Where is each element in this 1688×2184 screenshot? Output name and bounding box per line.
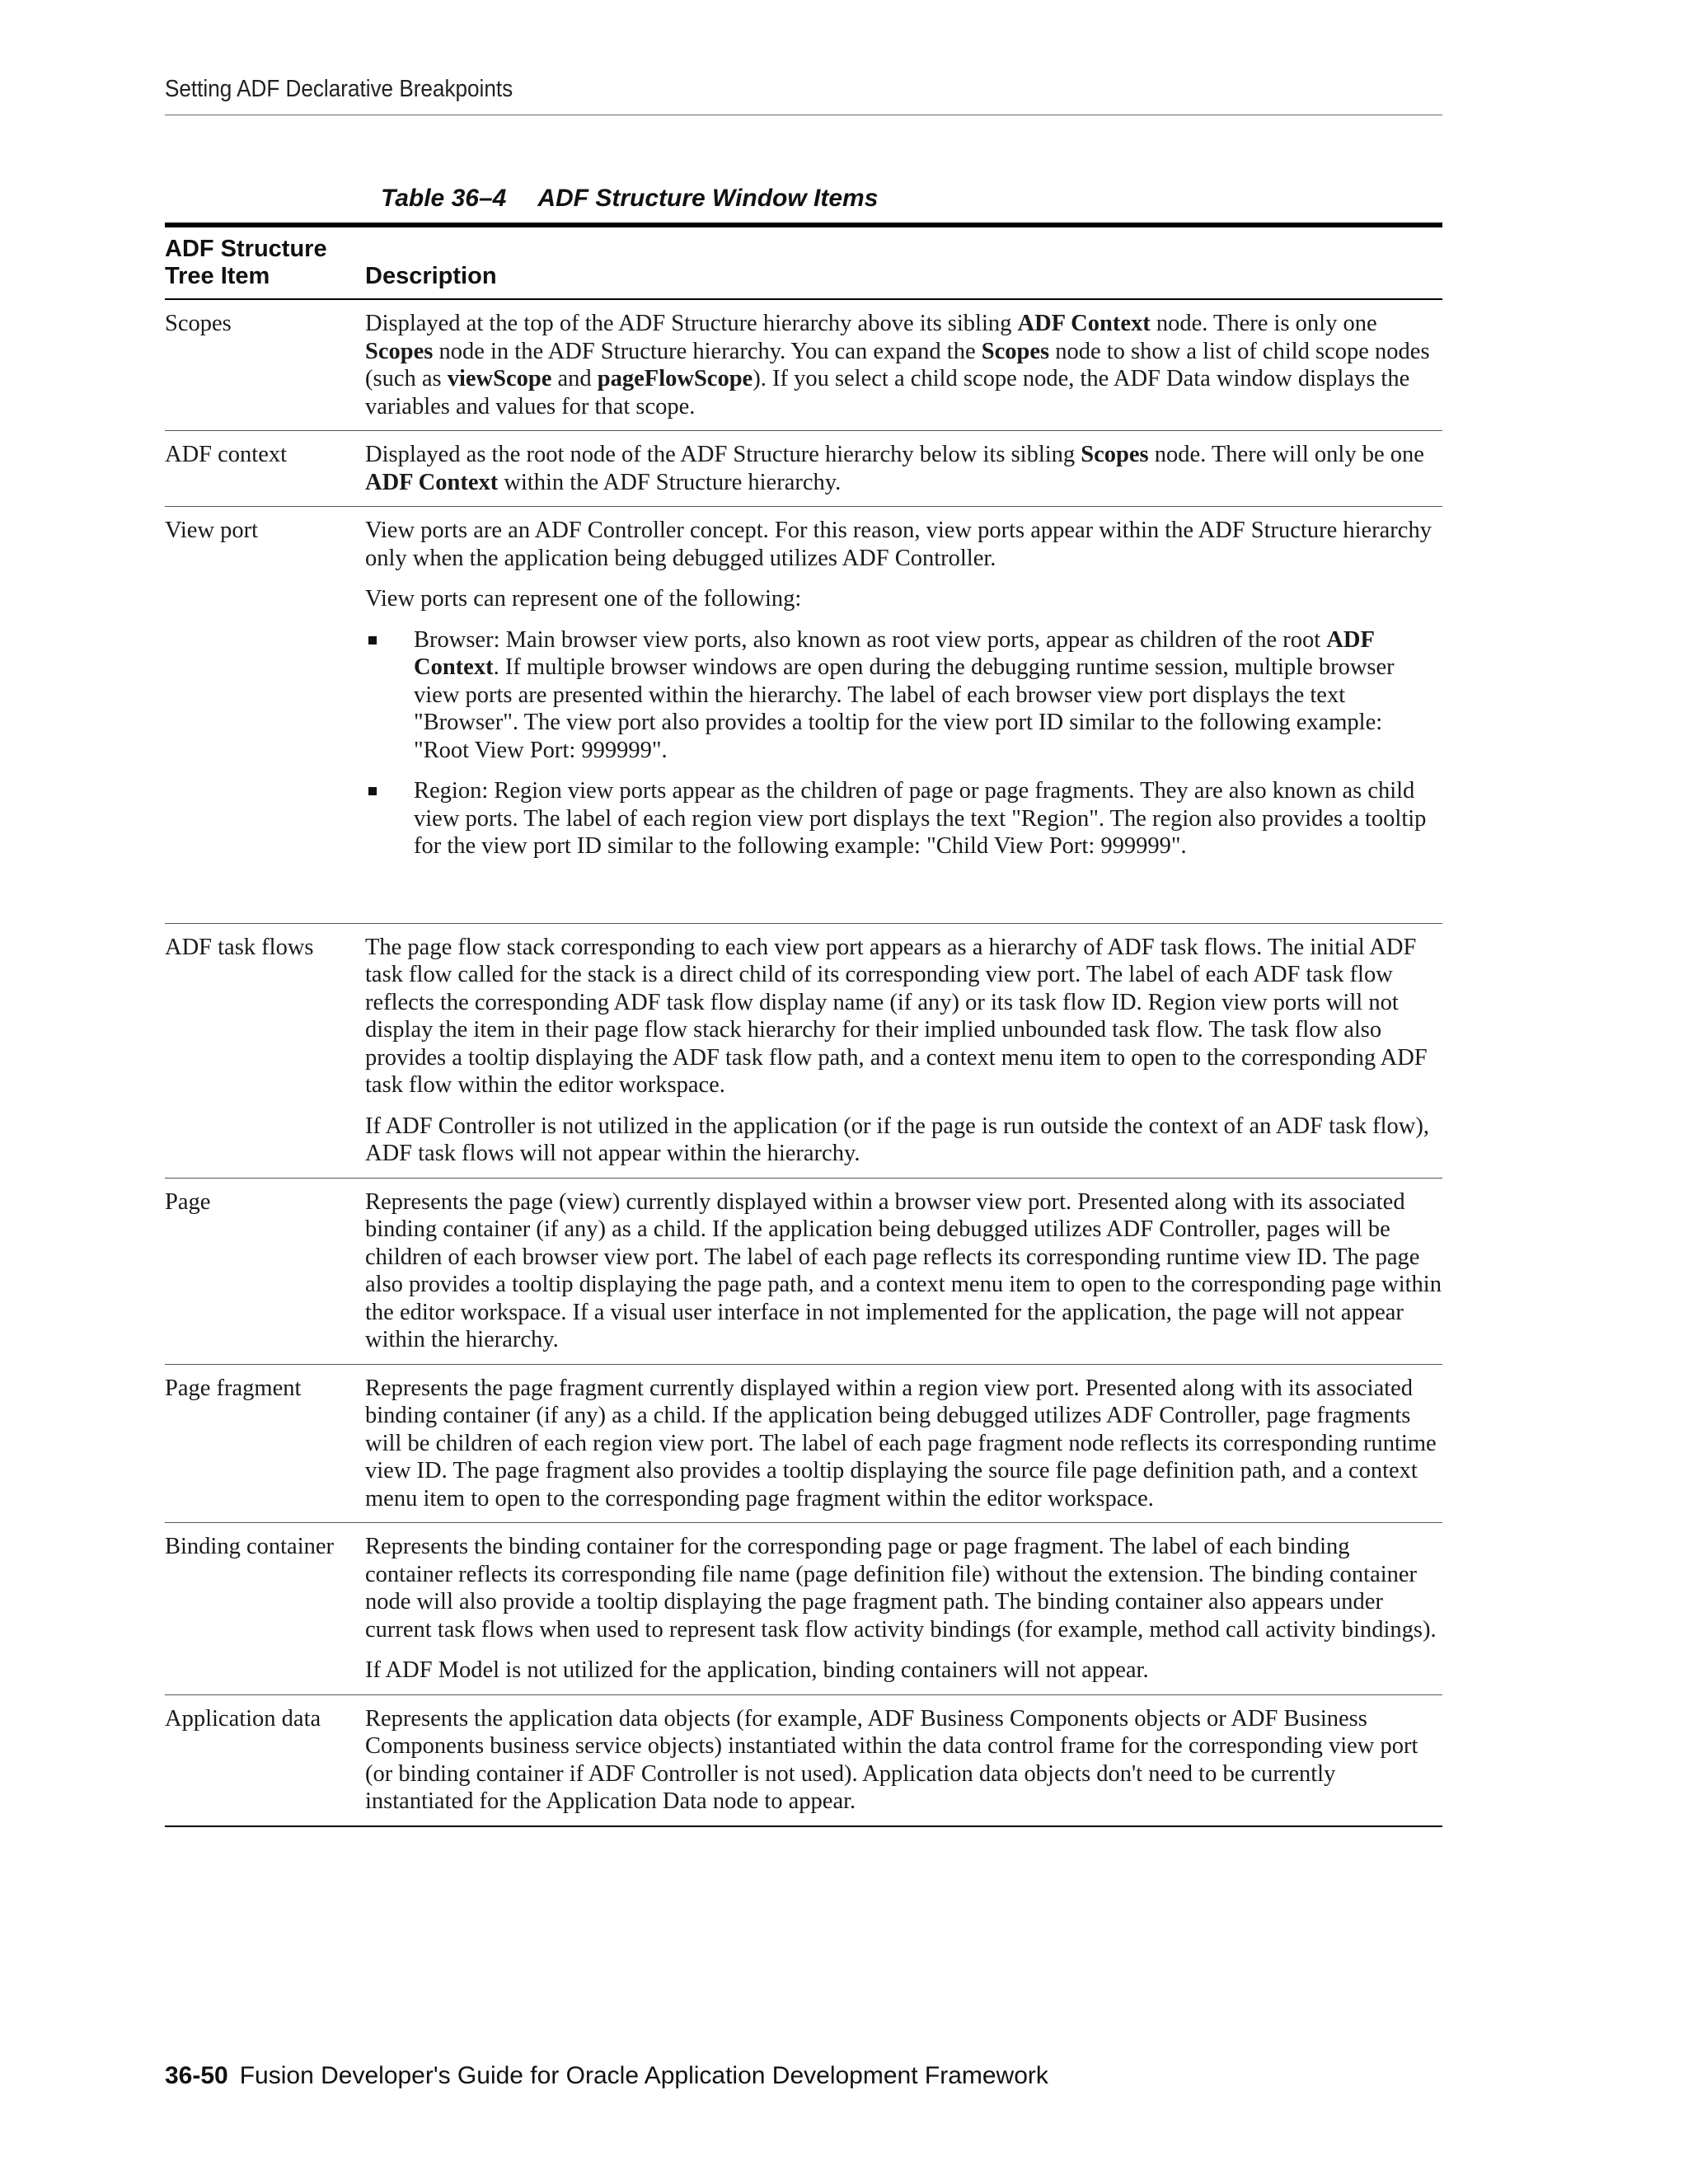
bold-term: ADF Context (365, 469, 499, 495)
tree-item-description (365, 507, 1442, 924)
bold-term: ADF Context (1017, 311, 1151, 336)
tree-item-description (365, 923, 1442, 1178)
table-row (165, 507, 1442, 924)
description-paragraph (365, 934, 1442, 1099)
tree-item-name: View port (165, 518, 259, 543)
table-row (165, 1364, 1442, 1523)
tree-item-name: ADF task flows (165, 934, 314, 960)
column-header-tree-item (165, 225, 365, 299)
bold-term: Scopes (365, 338, 434, 364)
description-paragraph (365, 1113, 1442, 1168)
square-bullet-icon (368, 636, 377, 644)
text-run: node. There will only be one (1148, 442, 1424, 467)
text-run: Region: Region view ports appear as the children of page or page fragments. They are also known as child view ports. The label of each region view port displays the text "Region". The region also provides a tooltip for the view port ID similar to the following example: "Child View Port: 999999". (414, 778, 1427, 859)
text-run: View ports are an ADF Controller concept. For this reason, view ports appear within the ADF Structure hierarchy only when the application being debugged utilizes ADF Controller. (365, 518, 1432, 571)
book-title: Fusion Developer's Guide for Oracle Application Development Framework (239, 2062, 1048, 2089)
page-number: 36-50 (165, 2062, 228, 2089)
description-paragraph (365, 310, 1442, 420)
description-paragraph (365, 517, 1442, 572)
tree-item-description (365, 299, 1442, 431)
tree-item-description (365, 1523, 1442, 1695)
text-run: node. There is only one (1150, 311, 1377, 336)
text-run: Displayed at the top of the ADF Structure hierarchy above its sibling (365, 311, 1018, 336)
tree-item-name: Page fragment (165, 1375, 302, 1401)
table-row (165, 1694, 1442, 1826)
tree-item-description (365, 1694, 1442, 1826)
tree-item-description (365, 431, 1442, 507)
bullet-item (365, 777, 1442, 860)
bullet-list (365, 626, 1442, 860)
text-run: within the ADF Structure hierarchy. (498, 469, 842, 495)
table-row (165, 299, 1442, 431)
tree-item-name: Page (165, 1188, 211, 1215)
bold-term: Scopes (981, 338, 1050, 364)
bold-term: pageFlowScope (597, 366, 753, 391)
text-run: Represents the page fragment currently displayed within a region view port. Presented along with its associated binding container (if any) as a child. If the application being debugged utilizes ADF Controller, page fragments will be children of each region view port. The label of each page fragment node reflects its corresponding runtime view ID. The page fragment also provides a tooltip displaying the source file page definition path, and a context menu item to open to the corresponding page fragment within the editor workspace. (365, 1375, 1437, 1511)
tree-item-description (365, 1364, 1442, 1523)
tree-item-name: Application data (165, 1705, 321, 1732)
running-header: Setting ADF Declarative Breakpoints (165, 76, 513, 102)
table-row (165, 1523, 1442, 1695)
tree-item-name: ADF context (165, 442, 288, 467)
text-run: Displayed as the root node of the ADF Structure hierarchy below its sibling (365, 442, 1081, 467)
text-run: Browser: Main browser view ports, also known as root view ports, appear as children of the root (414, 626, 1327, 653)
table-row (165, 431, 1442, 507)
table-caption (381, 185, 878, 213)
table-number: Table 36–4 (381, 185, 507, 212)
description-paragraph (365, 1188, 1442, 1354)
description-paragraph (365, 585, 1442, 613)
text-run: View ports can represent one of the following: (365, 586, 802, 612)
bold-term: ADF Context (414, 626, 1374, 680)
tree-item-description (365, 1178, 1442, 1364)
text-run: node in the ADF Structure hierarchy. You can expand the (433, 338, 982, 364)
text-run: Represents the application data objects (for example, ADF Business Components objects or ADF Business Components business service objects) instantiated within the data control frame for the corresponding view port (or binding container if ADF Controller is not used). Application data objects don't need to be currently instantiated for the Application Data node to appear. (365, 1705, 1418, 1814)
bold-term: Scopes (1081, 442, 1149, 467)
description-paragraph (365, 1657, 1442, 1685)
text-run: If ADF Model is not utilized for the application, binding containers will not appear. (365, 1657, 1149, 1683)
adf-structure-table (165, 223, 1442, 1827)
text-run: Represents the binding container for the corresponding page or page fragment. The label of each binding container reflects its corresponding file name (page definition file) without the extension. The binding container node will also provide a tooltip displaying the page fragment path. The binding container also appears under current task flows when used to represent task flow activity bindings (for example, method call activity bindings). (365, 1534, 1437, 1643)
table-title: ADF Structure Window Items (537, 185, 879, 212)
bold-term: viewScope (447, 366, 552, 391)
text-run: ). If you select a child scope node, the ADF Data window displays the variables and values for that scope. (365, 366, 1410, 419)
tree-item-name: Scopes (165, 311, 232, 336)
table-row (165, 1178, 1442, 1364)
text-run: Represents the page (view) currently displayed within a browser view port. Presented along with its associated binding container (if any) as a child. If the application being debugged utilizes ADF Controller, pages will be children of each browser view port. The label of each page reflects its corresponding runtime view ID. The page also provides a tooltip displaying the page path, and a context menu item to open to the corresponding page within the editor workspace. If a visual user interface in not implemented for the application, the page will not appear within the hierarchy. (365, 1188, 1442, 1352)
description-paragraph (365, 1705, 1442, 1816)
text-run: and (551, 366, 598, 391)
text-run: The page flow stack corresponding to each view port appears as a hierarchy of ADF task flows. The initial ADF task flow called for the stack is a direct child of its corresponding view port. The label of each ADF task flow reflects the corresponding ADF task flow display name (if any) or its task flow ID. Region view ports will not display the item in their page flow stack hierarchy for their implied unbounded task flow. The task flow also provides a tooltip displaying the ADF task flow path, and a context menu item to open to the corresponding ADF task flow within the editor workspace. (365, 934, 1428, 1098)
bullet-item (365, 626, 1442, 765)
column-header-line-2: Tree Item (165, 263, 270, 289)
column-header-line-1: ADF Structure (165, 236, 327, 262)
description-paragraph (365, 1533, 1442, 1643)
square-bullet-icon (368, 787, 377, 795)
text-run: . If multiple browser windows are open during the debugging runtime session, multiple browser view ports are presented within the hierarchy. The label of each browser view port displays the text "Browser". The view port also provides a tooltip for the view port ID similar to the following example: "Root View Port: 999999". (414, 654, 1395, 763)
table-row (165, 923, 1442, 1178)
column-header-description: Description (365, 263, 497, 289)
text-run: If ADF Controller is not utilized in the application (or if the page is run outside the context of an ADF task flow), ADF task flows will not appear within the hierarchy. (365, 1113, 1429, 1166)
page-footer (165, 2062, 1048, 2090)
description-paragraph (365, 1375, 1442, 1513)
table-header-row (165, 225, 1442, 299)
description-paragraph (365, 441, 1442, 496)
text-run: node to show a list of child scope nodes (such as (365, 338, 1430, 391)
table-body (165, 299, 1442, 1826)
tree-item-name: Binding container (165, 1534, 334, 1559)
